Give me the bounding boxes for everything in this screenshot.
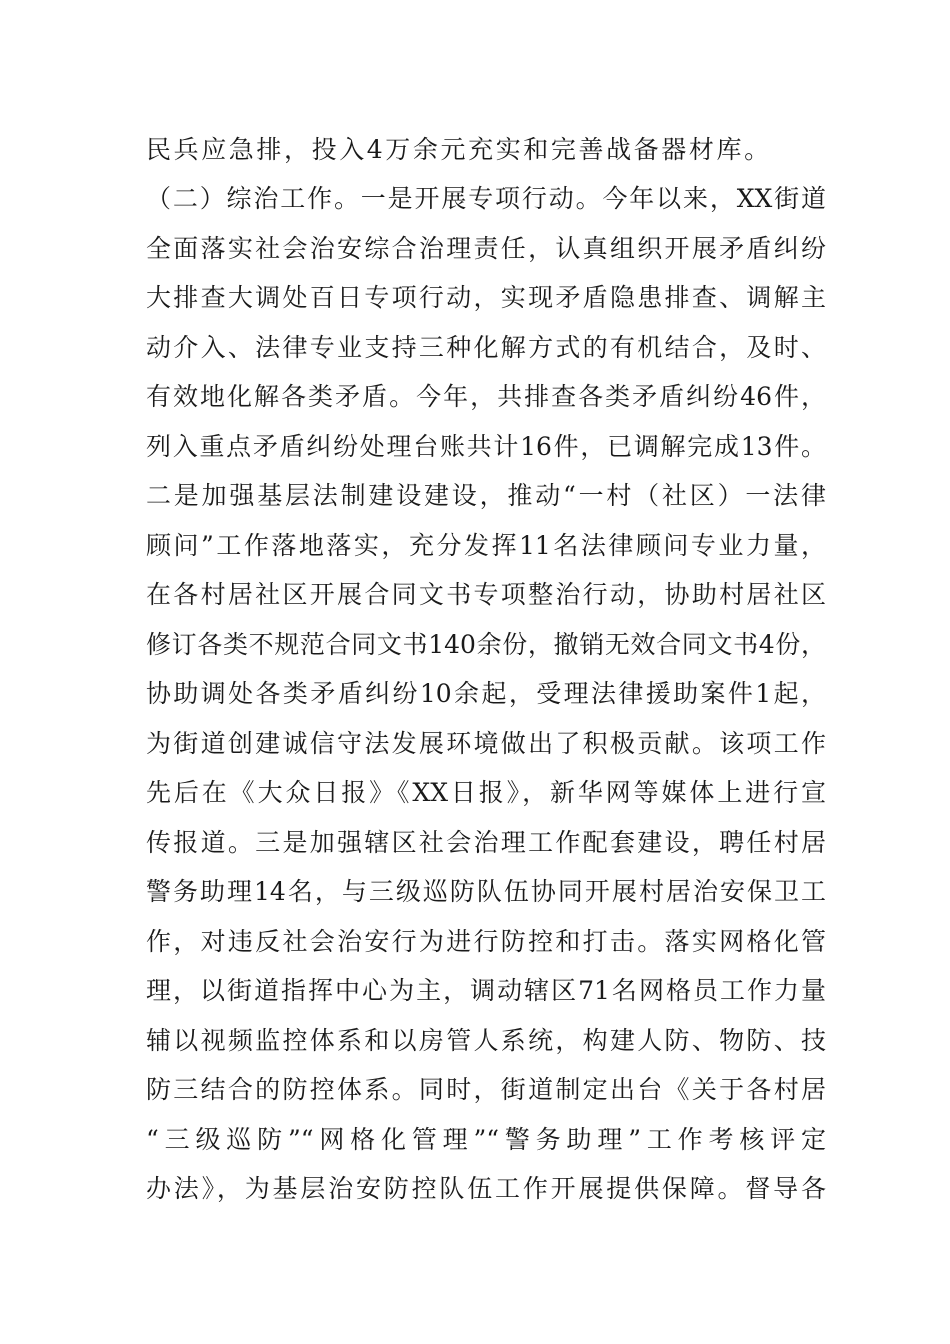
text-line: 协助调处各类矛盾纠纷10余起，受理法律援助案件1起， [146,679,826,708]
text-line: 防三结合的防控体系。同时，街道制定出台《关于各村居 [146,1075,826,1104]
text-line: 有效地化解各类矛盾。今年，共排查各类矛盾纠纷46件， [146,382,826,411]
text-line: 理，以街道指挥中心为主，调动辖区71名网格员工作力量 [146,976,826,1005]
text-line: 民兵应急排，投入4万余元充实和完善战备器材库。 [146,135,772,164]
text-line: 二是加强基层法制建设建设，推动“一村（社区）一法律 [146,481,826,510]
text-line: 修订各类不规范合同文书140余份，撤销无效合同文书4份， [146,630,826,659]
text-line: 大排查大调处百日专项行动，实现矛盾隐患排查、调解主 [146,283,826,312]
text-line: 全面落实社会治安综合治理责任，认真组织开展矛盾纠纷 [146,234,826,263]
text-line: 作，对违反社会治安行为进行防控和打击。落实网格化管 [146,927,826,956]
text-line: 列入重点矛盾纠纷处理台账共计16件，已调解完成13件。 [146,432,826,461]
text-line: 传报道。三是加强辖区社会治理工作配套建设，聘任村居 [146,828,826,857]
text-line: “三级巡防”“网格化管理”“警务助理”工作考核评定 [146,1125,826,1154]
text-line: 顾问”工作落地落实，充分发挥11名法律顾问专业力量， [146,531,826,560]
text-line: 警务助理14名，与三级巡防队伍协同开展村居治安保卫工 [146,877,826,906]
text-line: 在各村居社区开展合同文书专项整治行动，协助村居社区 [146,580,826,609]
text-line: 办法》，为基层治安防控队伍工作开展提供保障。督导各 [146,1174,826,1203]
text-line: （二）综治工作。一是开展专项行动。今年以来，XX街道 [146,184,826,213]
text-line: 辅以视频监控体系和以房管人系统，构建人防、物防、技 [146,1026,826,1055]
text-line: 动介入、法律专业支持三种化解方式的有机结合，及时、 [146,333,826,362]
text-line: 为街道创建诚信守法发展环境做出了积极贡献。该项工作 [146,729,826,758]
text-line: 先后在《大众日报》《XX日报》，新华网等媒体上进行宣 [146,778,826,807]
